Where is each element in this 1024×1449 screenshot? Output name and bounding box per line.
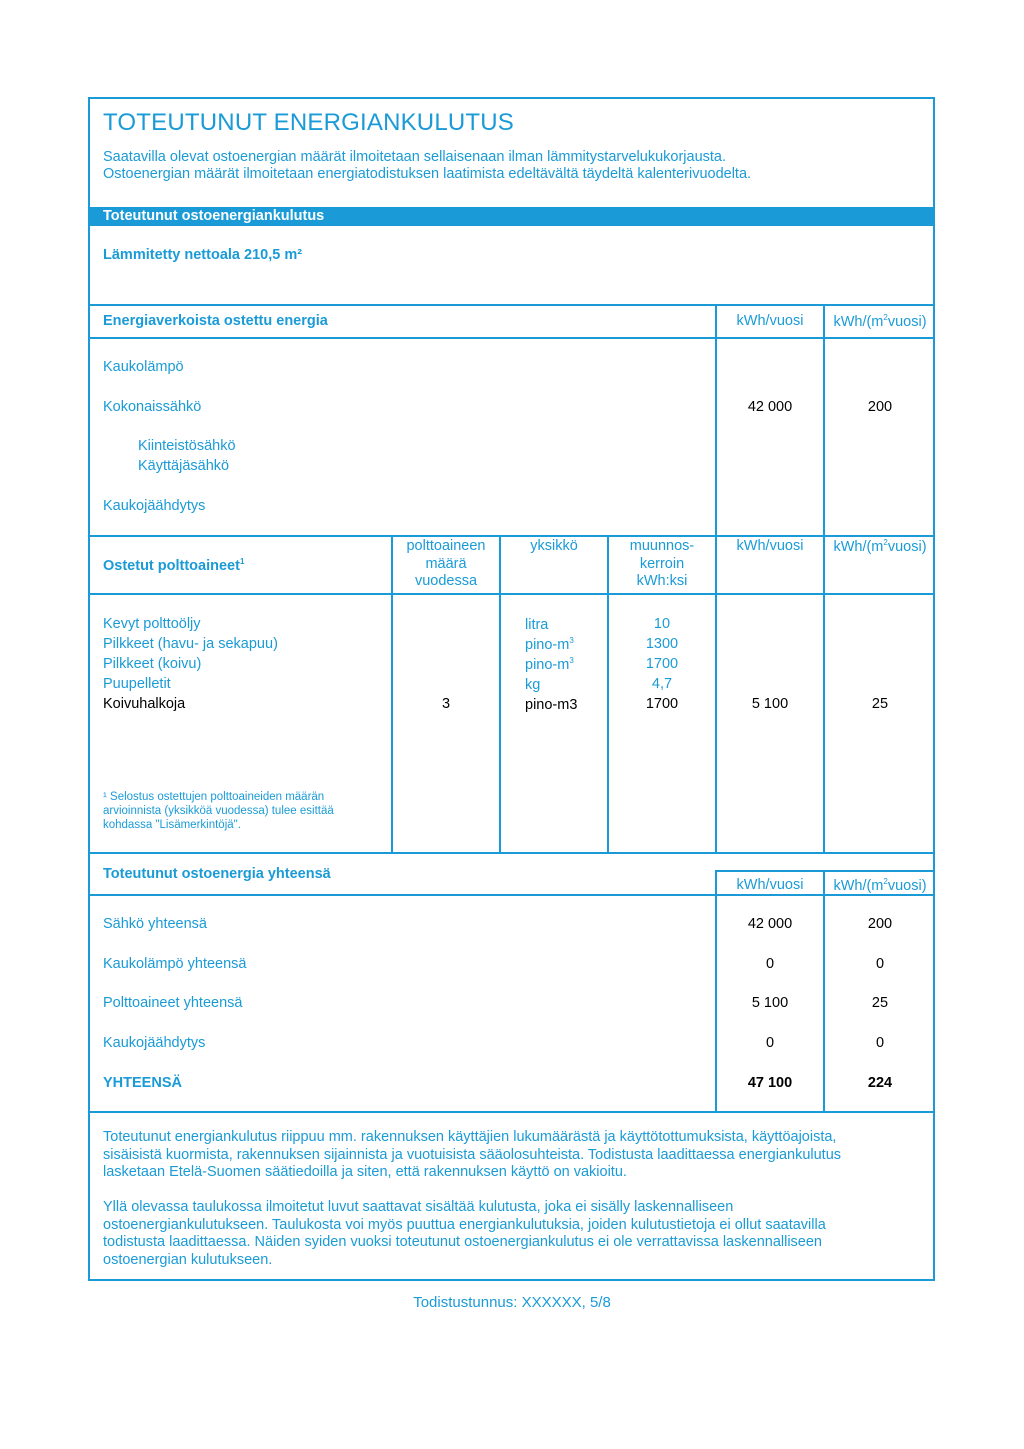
column-divider <box>499 535 501 852</box>
fuel-row: Pilkkeet (koivu) <box>103 656 202 672</box>
fuel-factor: 1700 <box>645 696 679 712</box>
fuel-row: Kevyt polttoöljy <box>103 616 201 632</box>
fuel-factor: 4,7 <box>651 676 673 692</box>
totals-row-label: Sähkö yhteensä <box>103 916 207 932</box>
fuel-factor: 10 <box>653 616 671 632</box>
totals-row-kwh: 42 000 <box>747 916 793 932</box>
fuels-col-kwh: kWh/vuosi <box>736 538 804 554</box>
fuel-unit: pino-$m^3$ <box>525 656 574 673</box>
grid-energy-col-kwh-m2: kWh/$(m^2vuosi)$ <box>833 313 927 330</box>
fuels-col-amount: polttoaineen määrä vuodessa <box>406 538 486 589</box>
section-band: Toteutunut ostoenergiankulutus <box>90 207 933 226</box>
fuels-col-factor: muunnos- kerroin kWh:ksi <box>629 538 695 589</box>
totals-row-label: Polttoaineet yhteensä <box>103 995 243 1011</box>
fuel-row: Pilkkeet (havu- ja sekapuu) <box>103 636 278 652</box>
fuel-kwh-m2: 25 <box>871 696 889 712</box>
grand-total-kwh: 47 100 <box>747 1075 793 1091</box>
totals-row-kwh-m2: 0 <box>875 956 885 972</box>
totals-row-kwh: 0 <box>765 1035 775 1051</box>
row-total-electricity: Kokonaissähkö <box>103 399 202 415</box>
divider <box>716 870 935 872</box>
fuel-factor: 1700 <box>645 656 679 672</box>
intro-line-1: Saatavilla olevat ostoenergian määrät ilmoitetaan sellaisenaan ilman lämmitystarvelukukorjausta. <box>103 149 727 165</box>
fuels-footnote: ¹ Selostus ostettujen polttoaineiden määrän arvioinnista (yksikköä vuodessa) tulee esittää kohdassa "Lisämerkintöjä". <box>103 791 334 831</box>
grand-total-label: YHTEENSÄ <box>103 1075 182 1091</box>
fuel-row: Koivuhalkoja <box>103 696 186 712</box>
fuel-kwh: 5 100 <box>751 696 789 712</box>
intro-text <box>103 149 751 183</box>
divider <box>90 593 935 595</box>
energy-consumption-form <box>88 97 935 1281</box>
divider <box>90 535 935 537</box>
fuel-unit: kg <box>525 676 541 693</box>
divider <box>90 1111 935 1113</box>
grid-energy-col-kwh: kWh/vuosi <box>736 313 804 329</box>
intro-line-2: Ostoenergian määrät ilmoitetaan energiatodistuksen laatimista edeltävältä täydeltä kalenterivuodelta. <box>103 166 752 182</box>
divider <box>90 337 935 339</box>
divider <box>90 304 935 306</box>
column-divider <box>823 304 825 852</box>
row-user-electricity: Käyttäjäsähkö <box>138 458 230 474</box>
fuels-col-kwh-m2: kWh/$(m^2vuosi)$ <box>833 538 927 555</box>
divider <box>90 852 935 854</box>
totals-row-label: Kaukojäähdytys <box>103 1035 206 1051</box>
fuels-header: Ostetut polttoaineet$^1$ <box>103 557 245 574</box>
totals-row-kwh-m2: 200 <box>867 916 893 932</box>
totals-header: Toteutunut ostoenergia yhteensä <box>103 866 331 882</box>
row-district-heat: Kaukolämpö <box>103 359 184 375</box>
fuel-unit: pino-$m^3$ <box>525 636 574 653</box>
fuels-col-unit: yksikkö <box>530 538 578 554</box>
notes-paragraph-2: Yllä olevassa taulukossa ilmoitetut luvut saattavat sisältää kulutusta, joka ei sisälly laskennalliseen ostoenergiankulutukseen. Taulukosta voi myös puuttua energiankulutuksia, joiden kulutustietoja ei ollut saatavilla todistusta laadittaessa. Näiden syiden vuoksi toteutunut ostoenergiankulutus ei ole verrattavissa laskennalliseen ostoenergian kulutukseen. <box>103 1199 826 1268</box>
fuel-row: Puupelletit <box>103 676 171 692</box>
grand-total-kwh-m2: 224 <box>867 1075 893 1091</box>
notes-paragraph-1: Toteutunut energiankulutus riippuu mm. rakennuksen käyttäjien lukumäärästä ja käyttötottumuksista, käyttöajoista, sisäisistä kuormista, rakennuksen sijainnista ja vuotuisista sääolosuhteista. Todistusta laadittaessa energiankulutus lasketaan Etelä-Suomen säätiedoilla ja siten, että rakennuksen käyttö on vakioitu. <box>103 1129 842 1180</box>
grid-energy-header: Energiaverkoista ostettu energia <box>103 313 328 329</box>
column-divider <box>715 304 717 852</box>
fuel-amount: 3 <box>441 696 451 712</box>
fuel-unit: pino-m3 <box>525 696 578 713</box>
divider <box>90 894 935 896</box>
heated-area: Lämmitetty nettoala 210,5 m² <box>103 247 303 263</box>
row-district-cooling: Kaukojäähdytys <box>103 498 206 514</box>
page-title: TOTEUTUNUT ENERGIANKULUTUS <box>103 109 515 136</box>
totals-col-kwh: kWh/vuosi <box>736 877 804 893</box>
total-electricity-kwh-m2: 200 <box>867 399 893 415</box>
certificate-id-footer: Todistustunnus: XXXXXX, 5/8 <box>413 1294 611 1311</box>
totals-row-label: Kaukolämpö yhteensä <box>103 956 247 972</box>
totals-row-kwh-m2: 0 <box>875 1035 885 1051</box>
totals-row-kwh: 0 <box>765 956 775 972</box>
fuel-unit: litra <box>525 616 549 633</box>
row-property-electricity: Kiinteistösähkö <box>138 438 236 454</box>
totals-row-kwh-m2: 25 <box>871 995 889 1011</box>
totals-col-kwh-m2: kWh/$(m^2vuosi)$ <box>833 877 927 894</box>
totals-row-kwh: 5 100 <box>751 995 789 1011</box>
total-electricity-kwh: 42 000 <box>747 399 793 415</box>
fuel-factor: 1300 <box>645 636 679 652</box>
